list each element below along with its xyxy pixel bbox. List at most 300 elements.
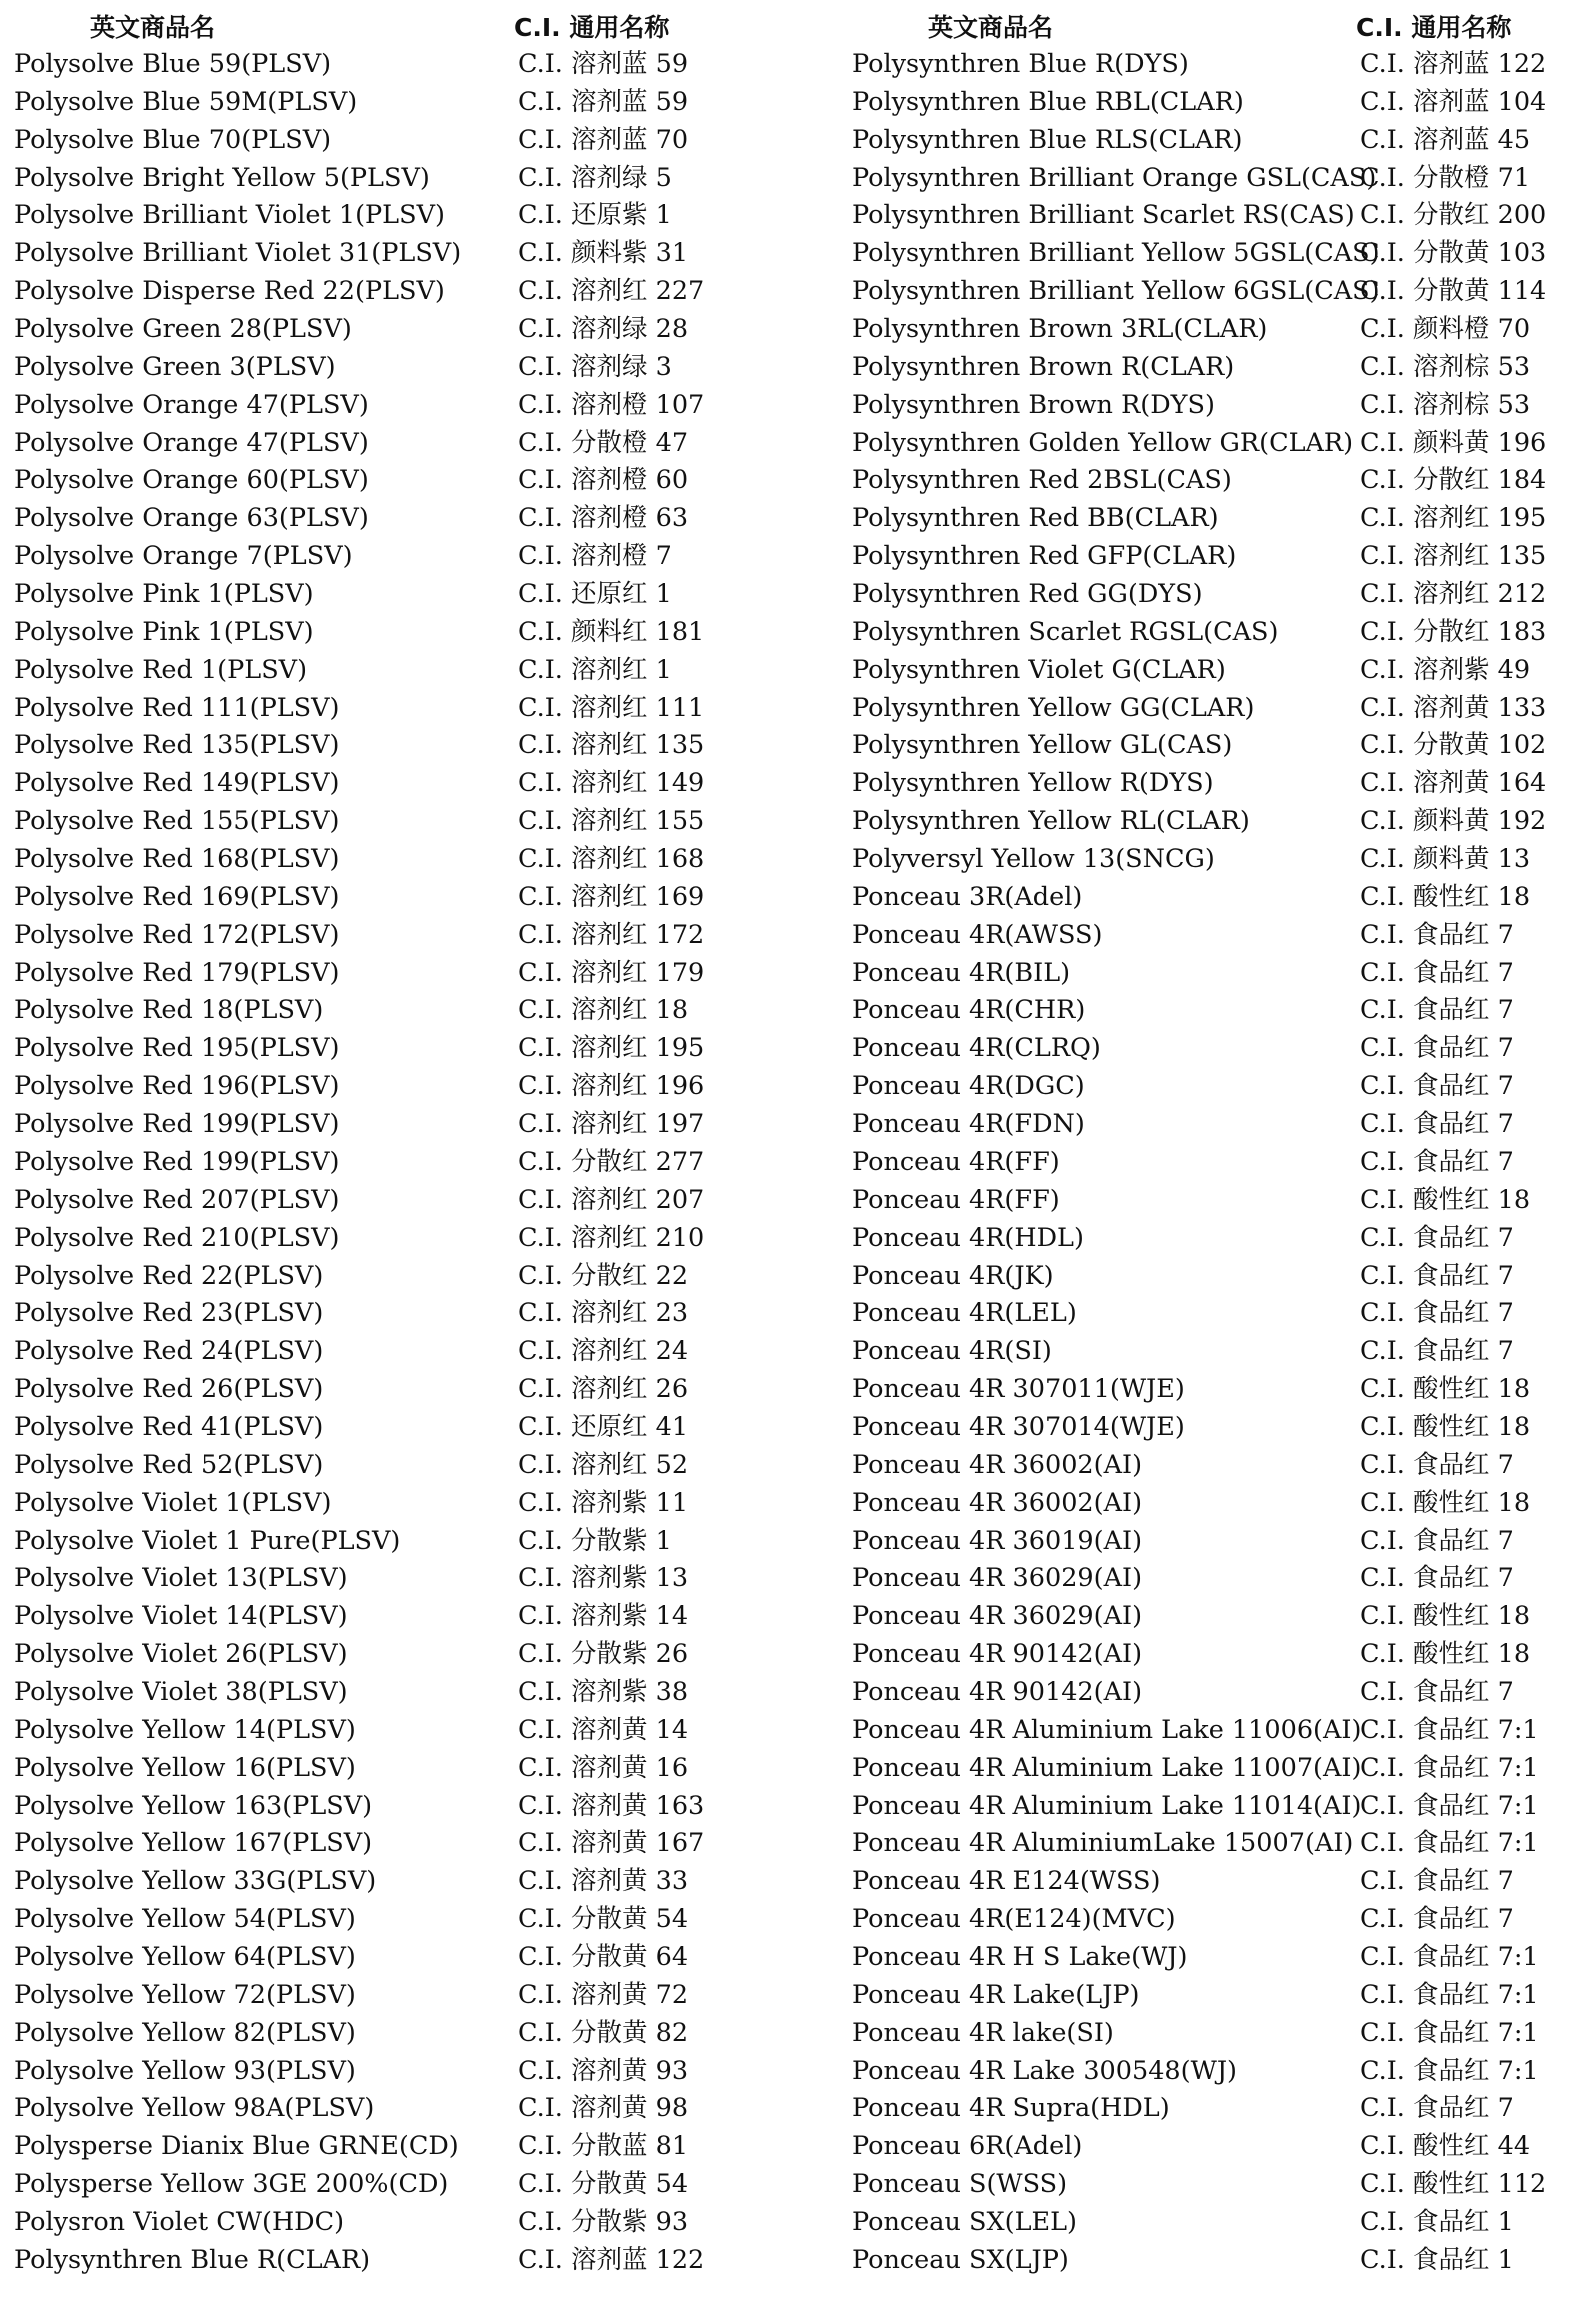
trade-name-cell: Polysolve Red 210(PLSV) bbox=[14, 1222, 340, 1253]
ci-name-cell: C.I. 溶剂红 26 bbox=[518, 1374, 689, 1405]
ci-name-cell: C.I. 食品红 7 bbox=[1360, 1336, 1514, 1367]
trade-name-cell: Ponceau 4R(FF) bbox=[852, 1184, 1060, 1215]
table-row bbox=[14, 765, 784, 803]
trade-name-cell: Polysolve Yellow 72(PLSV) bbox=[14, 1979, 356, 2010]
trade-name-cell: Ponceau 4R lake(SI) bbox=[852, 2017, 1114, 2048]
ci-name-cell: C.I. 分散紫 1 bbox=[518, 1525, 672, 1556]
table-row bbox=[852, 311, 1570, 349]
table-row bbox=[852, 1560, 1570, 1598]
ci-name-cell: C.I. 溶剂蓝 70 bbox=[518, 124, 689, 155]
ci-name-cell: C.I. 溶剂黄 133 bbox=[1360, 692, 1547, 723]
trade-name-cell: Polysolve Red 22(PLSV) bbox=[14, 1260, 324, 1291]
ci-name-cell: C.I. 溶剂紫 38 bbox=[518, 1676, 689, 1707]
table-row bbox=[14, 614, 784, 652]
table-row bbox=[14, 462, 784, 500]
table-row bbox=[852, 273, 1570, 311]
table-row bbox=[852, 1598, 1570, 1636]
trade-name-cell: Ponceau 4R Aluminium Lake 11014(AI) bbox=[852, 1790, 1362, 1821]
trade-name-cell: Polysolve Orange 60(PLSV) bbox=[14, 465, 369, 496]
ci-name-cell: C.I. 分散橙 47 bbox=[518, 427, 689, 458]
table-row bbox=[852, 1333, 1570, 1371]
table-row bbox=[14, 1977, 784, 2015]
ci-name-cell: C.I. 酸性红 112 bbox=[1360, 2169, 1547, 2200]
ci-name-cell: C.I. 分散红 22 bbox=[518, 1260, 689, 1291]
table-row bbox=[852, 1712, 1570, 1750]
ci-name-cell: C.I. 溶剂橙 7 bbox=[518, 541, 672, 572]
table-row bbox=[14, 46, 784, 84]
trade-name-cell: Ponceau 4R(FF) bbox=[852, 1146, 1060, 1177]
ci-name-cell: C.I. 分散黄 64 bbox=[518, 1941, 689, 1972]
table-row bbox=[14, 879, 784, 917]
ci-name-cell: C.I. 溶剂红 179 bbox=[518, 957, 705, 988]
trade-name-cell: Ponceau SX(LEL) bbox=[852, 2206, 1078, 2237]
ci-name-cell: C.I. 溶剂黄 163 bbox=[518, 1790, 705, 1821]
trade-name-cell: Polysolve Violet 14(PLSV) bbox=[14, 1601, 348, 1632]
ci-name-cell: C.I. 酸性红 18 bbox=[1360, 1411, 1531, 1442]
trade-name-cell: Ponceau 4R(FDN) bbox=[852, 1109, 1085, 1140]
table-row bbox=[14, 576, 784, 614]
table-row bbox=[14, 1485, 784, 1523]
table-row bbox=[14, 2166, 784, 2204]
table-row bbox=[852, 500, 1570, 538]
trade-name-cell: Polysynthren Blue R(DYS) bbox=[852, 49, 1189, 79]
table-row bbox=[14, 1030, 784, 1068]
trade-name-cell: Ponceau 4R Lake(LJP) bbox=[852, 1979, 1140, 2010]
trade-name-cell: Polysynthren Brown 3RL(CLAR) bbox=[852, 314, 1268, 345]
table-row bbox=[14, 1788, 784, 1826]
trade-name-cell: Ponceau SX(LJP) bbox=[852, 2244, 1069, 2275]
trade-name-cell: Ponceau 4R(LEL) bbox=[852, 1298, 1077, 1329]
table-row bbox=[14, 1106, 784, 1144]
ci-name-cell: C.I. 溶剂红 24 bbox=[518, 1336, 689, 1367]
trade-name-cell: Polysynthren Brilliant Yellow 5GSL(CAS) bbox=[852, 238, 1380, 269]
trade-name-cell: Polysolve Bright Yellow 5(PLSV) bbox=[14, 162, 430, 193]
trade-name-cell: Polysynthren Red 2BSL(CAS) bbox=[852, 465, 1232, 496]
trade-name-cell: Ponceau 4R(BIL) bbox=[852, 957, 1071, 988]
ci-name-cell: C.I. 食品红 7 bbox=[1360, 2093, 1514, 2124]
trade-name-cell: Polysolve Red 52(PLSV) bbox=[14, 1449, 324, 1480]
trade-name-cell: Polysolve Violet 38(PLSV) bbox=[14, 1676, 348, 1707]
table-row bbox=[14, 538, 784, 576]
trade-name-cell: Ponceau 3R(Adel) bbox=[852, 881, 1083, 912]
ci-name-cell: C.I. 颜料黄 192 bbox=[1360, 806, 1547, 837]
table-row bbox=[14, 273, 784, 311]
ci-name-cell: C.I. 溶剂棕 53 bbox=[1360, 389, 1531, 420]
trade-name-cell: Polysynthren Yellow GG(CLAR) bbox=[852, 692, 1255, 723]
trade-name-cell: Ponceau 4R(CLRQ) bbox=[852, 1033, 1101, 1064]
table-row bbox=[14, 235, 784, 273]
ci-name-cell: C.I. 颜料黄 196 bbox=[1360, 427, 1547, 458]
trade-name-cell: Polysynthren Yellow RL(CLAR) bbox=[852, 806, 1250, 837]
ci-name-cell: C.I. 溶剂红 195 bbox=[518, 1033, 705, 1064]
ci-name-cell: C.I. 溶剂橙 63 bbox=[518, 503, 689, 534]
trade-name-cell: Ponceau 4R H S Lake(WJ) bbox=[852, 1941, 1188, 1972]
ci-name-cell: C.I. 食品红 7 bbox=[1360, 1298, 1514, 1329]
trade-name-cell: Polysolve Red 18(PLSV) bbox=[14, 995, 324, 1026]
trade-name-cell: Polysolve Red 149(PLSV) bbox=[14, 768, 340, 799]
left-header-trade-name: 英文商品名 bbox=[90, 13, 216, 42]
trade-name-cell: Ponceau 4R Aluminium Lake 11007(AI) bbox=[852, 1752, 1362, 1783]
table-row bbox=[852, 1409, 1570, 1447]
ci-name-cell: C.I. 食品红 7 bbox=[1360, 1222, 1514, 1253]
trade-name-cell: Polysolve Violet 1 Pure(PLSV) bbox=[14, 1525, 401, 1556]
table-row bbox=[14, 1712, 784, 1750]
table-row bbox=[14, 311, 784, 349]
table-row bbox=[14, 2242, 784, 2280]
table-row bbox=[14, 2053, 784, 2091]
trade-name-cell: Polysolve Yellow 64(PLSV) bbox=[14, 1941, 356, 1972]
table-row bbox=[14, 1598, 784, 1636]
ci-name-cell: C.I. 溶剂红 23 bbox=[518, 1298, 689, 1329]
ci-name-cell: C.I. 还原红 41 bbox=[518, 1411, 689, 1442]
ci-name-cell: C.I. 分散红 184 bbox=[1360, 465, 1547, 496]
table-row bbox=[14, 1182, 784, 1220]
table-row bbox=[852, 2242, 1570, 2280]
table-row bbox=[14, 1750, 784, 1788]
ci-name-cell: C.I. 食品红 7 bbox=[1360, 1260, 1514, 1291]
table-row bbox=[14, 1825, 784, 1863]
ci-name-cell: C.I. 溶剂红 168 bbox=[518, 844, 705, 875]
trade-name-cell: Polysynthren Golden Yellow GR(CLAR) bbox=[852, 427, 1354, 458]
table-row bbox=[852, 2128, 1570, 2166]
trade-name-cell: Polysolve Yellow 167(PLSV) bbox=[14, 1828, 373, 1859]
table-row bbox=[14, 1863, 784, 1901]
trade-name-cell: Ponceau 4R(HDL) bbox=[852, 1222, 1084, 1253]
table-row bbox=[852, 841, 1570, 879]
trade-name-cell: Polysolve Violet 26(PLSV) bbox=[14, 1639, 348, 1670]
table-row bbox=[14, 917, 784, 955]
table-row bbox=[852, 1636, 1570, 1674]
ci-name-cell: C.I. 食品红 7:1 bbox=[1360, 1752, 1539, 1783]
table-row bbox=[852, 576, 1570, 614]
ci-name-cell: C.I. 溶剂橙 107 bbox=[518, 389, 705, 420]
table-row bbox=[14, 387, 784, 425]
trade-name-cell: Polysolve Brilliant Violet 1(PLSV) bbox=[14, 200, 445, 231]
trade-name-cell: Ponceau 4R AluminiumLake 15007(AI) bbox=[852, 1828, 1354, 1859]
table-row bbox=[852, 690, 1570, 728]
table-row bbox=[14, 1636, 784, 1674]
ci-name-cell: C.I. 溶剂绿 28 bbox=[518, 314, 689, 345]
trade-name-cell: Polysolve Orange 7(PLSV) bbox=[14, 541, 353, 572]
ci-name-cell: C.I. 食品红 1 bbox=[1360, 2206, 1514, 2237]
trade-name-cell: Ponceau 4R(CHR) bbox=[852, 995, 1086, 1026]
table-row bbox=[852, 652, 1570, 690]
trade-name-cell: Ponceau 4R 307011(WJE) bbox=[852, 1374, 1185, 1405]
trade-name-cell: Polyversyl Yellow 13(SNCG) bbox=[852, 844, 1215, 875]
table-row bbox=[14, 1258, 784, 1296]
trade-name-cell: Polysolve Red 199(PLSV) bbox=[14, 1109, 340, 1140]
ci-name-cell: C.I. 酸性红 18 bbox=[1360, 1374, 1531, 1405]
trade-name-cell: Ponceau 4R 36002(AI) bbox=[852, 1449, 1143, 1480]
ci-name-cell: C.I. 溶剂橙 60 bbox=[518, 465, 689, 496]
table-row bbox=[852, 1977, 1570, 2015]
ci-name-cell: C.I. 溶剂棕 53 bbox=[1360, 351, 1531, 382]
trade-name-cell: Polysolve Blue 59M(PLSV) bbox=[14, 86, 358, 117]
ci-name-cell: C.I. 酸性红 44 bbox=[1360, 2131, 1531, 2162]
table-row bbox=[14, 2128, 784, 2166]
trade-name-cell: Polysolve Orange 63(PLSV) bbox=[14, 503, 369, 534]
table-row bbox=[852, 1825, 1570, 1863]
left-column bbox=[14, 10, 784, 2280]
table-row bbox=[14, 1901, 784, 1939]
table-row bbox=[14, 690, 784, 728]
trade-name-cell: Polysynthren Blue R(CLAR) bbox=[14, 2244, 371, 2275]
trade-name-cell: Ponceau 4R 36029(AI) bbox=[852, 1563, 1143, 1594]
trade-name-cell: Polysolve Red 196(PLSV) bbox=[14, 1071, 340, 1102]
table-row bbox=[852, 1106, 1570, 1144]
trade-name-cell: Ponceau 4R(AWSS) bbox=[852, 919, 1103, 950]
ci-name-cell: C.I. 食品红 7:1 bbox=[1360, 2055, 1539, 2086]
ci-name-cell: C.I. 还原紫 1 bbox=[518, 200, 672, 231]
right-header-row bbox=[852, 10, 1570, 46]
ci-name-cell: C.I. 分散紫 93 bbox=[518, 2206, 689, 2237]
table-row bbox=[14, 1068, 784, 1106]
ci-name-cell: C.I. 还原红 1 bbox=[518, 579, 672, 610]
trade-name-cell: Polysolve Yellow 163(PLSV) bbox=[14, 1790, 373, 1821]
ci-name-cell: C.I. 颜料红 181 bbox=[518, 616, 705, 647]
trade-name-cell: Ponceau 4R 90142(AI) bbox=[852, 1639, 1143, 1670]
trade-name-cell: Polysynthren Yellow GL(CAS) bbox=[852, 730, 1233, 761]
trade-name-cell: Polysolve Yellow 16(PLSV) bbox=[14, 1752, 356, 1783]
table-row bbox=[852, 1863, 1570, 1901]
ci-name-cell: C.I. 酸性红 18 bbox=[1360, 881, 1531, 912]
ci-name-cell: C.I. 溶剂蓝 104 bbox=[1360, 86, 1547, 117]
trade-name-cell: Polysynthren Blue RLS(CLAR) bbox=[852, 124, 1243, 155]
table-row bbox=[14, 803, 784, 841]
trade-name-cell: Polysperse Yellow 3GE 200%(CD) bbox=[14, 2169, 449, 2200]
table-row bbox=[14, 160, 784, 198]
ci-name-cell: C.I. 颜料紫 31 bbox=[518, 238, 689, 269]
trade-name-cell: Polysolve Red 26(PLSV) bbox=[14, 1374, 324, 1405]
ci-name-cell: C.I. 溶剂红 195 bbox=[1360, 503, 1547, 534]
trade-name-cell: Ponceau 4R 36029(AI) bbox=[852, 1601, 1143, 1632]
table-row bbox=[852, 917, 1570, 955]
trade-name-cell: Polysolve Red 195(PLSV) bbox=[14, 1033, 340, 1064]
trade-name-cell: Ponceau 4R(JK) bbox=[852, 1260, 1054, 1291]
table-row bbox=[852, 1030, 1570, 1068]
ci-name-cell: C.I. 溶剂蓝 122 bbox=[518, 2244, 705, 2275]
trade-name-cell: Polysolve Orange 47(PLSV) bbox=[14, 389, 369, 420]
ci-name-cell: C.I. 溶剂红 18 bbox=[518, 995, 689, 1026]
table-row bbox=[852, 2090, 1570, 2128]
table-row bbox=[14, 2015, 784, 2053]
table-row bbox=[852, 349, 1570, 387]
table-row bbox=[852, 84, 1570, 122]
trade-name-cell: Ponceau 4R 307014(WJE) bbox=[852, 1411, 1185, 1442]
ci-name-cell: C.I. 溶剂黄 167 bbox=[518, 1828, 705, 1859]
table-row bbox=[852, 2015, 1570, 2053]
ci-name-cell: C.I. 分散紫 26 bbox=[518, 1639, 689, 1670]
table-row bbox=[14, 727, 784, 765]
ci-name-cell: C.I. 溶剂紫 11 bbox=[518, 1487, 689, 1518]
ci-name-cell: C.I. 溶剂红 210 bbox=[518, 1222, 705, 1253]
ci-name-cell: C.I. 食品红 7:1 bbox=[1360, 1828, 1539, 1859]
trade-name-cell: Ponceau S(WSS) bbox=[852, 2169, 1068, 2200]
ci-name-cell: C.I. 分散红 277 bbox=[518, 1146, 705, 1177]
ci-name-cell: C.I. 溶剂黄 98 bbox=[518, 2093, 689, 2124]
table-row bbox=[852, 1068, 1570, 1106]
table-row bbox=[852, 992, 1570, 1030]
table-row bbox=[852, 1220, 1570, 1258]
trade-name-cell: Polysolve Yellow 82(PLSV) bbox=[14, 2017, 356, 2048]
table-row bbox=[852, 2204, 1570, 2242]
table-row bbox=[852, 235, 1570, 273]
table-row bbox=[852, 1788, 1570, 1826]
table-row bbox=[14, 197, 784, 235]
trade-name-cell: Polysynthren Brown R(DYS) bbox=[852, 389, 1215, 420]
left-header-row bbox=[14, 10, 784, 46]
table-row bbox=[852, 1750, 1570, 1788]
table-row bbox=[852, 1485, 1570, 1523]
trade-name-cell: Ponceau 4R 90142(AI) bbox=[852, 1676, 1143, 1707]
ci-name-cell: C.I. 食品红 7 bbox=[1360, 995, 1514, 1026]
trade-name-cell: Ponceau 4R(DGC) bbox=[852, 1071, 1085, 1102]
table-row bbox=[14, 1409, 784, 1447]
ci-name-cell: C.I. 食品红 7:1 bbox=[1360, 1979, 1539, 2010]
ci-name-cell: C.I. 溶剂黄 93 bbox=[518, 2055, 689, 2086]
table-row bbox=[14, 1674, 784, 1712]
table-row bbox=[14, 955, 784, 993]
table-row bbox=[852, 46, 1570, 84]
trade-name-cell: Polysolve Red 179(PLSV) bbox=[14, 957, 340, 988]
ci-name-cell: C.I. 溶剂红 207 bbox=[518, 1184, 705, 1215]
ci-name-cell: C.I. 溶剂红 1 bbox=[518, 654, 672, 685]
trade-name-cell: Polysolve Red 135(PLSV) bbox=[14, 730, 340, 761]
ci-name-cell: C.I. 食品红 7 bbox=[1360, 1676, 1514, 1707]
ci-name-cell: C.I. 分散黄 54 bbox=[518, 1904, 689, 1935]
trade-name-cell: Ponceau 4R Lake 300548(WJ) bbox=[852, 2055, 1237, 2086]
right-header-ci-name: C.I. 通用名称 bbox=[1356, 13, 1512, 42]
trade-name-cell: Polysolve Green 28(PLSV) bbox=[14, 314, 352, 345]
table-row bbox=[14, 425, 784, 463]
trade-name-cell: Polysolve Green 3(PLSV) bbox=[14, 351, 336, 382]
ci-name-cell: C.I. 食品红 7 bbox=[1360, 1525, 1514, 1556]
ci-name-cell: C.I. 食品红 7 bbox=[1360, 1904, 1514, 1935]
trade-name-cell: Ponceau 4R Supra(HDL) bbox=[852, 2093, 1170, 2124]
trade-name-cell: Polysolve Yellow 93(PLSV) bbox=[14, 2055, 356, 2086]
left-header-ci-name: C.I. 通用名称 bbox=[514, 13, 670, 42]
ci-name-cell: C.I. 酸性红 18 bbox=[1360, 1487, 1531, 1518]
right-header-trade-name: 英文商品名 bbox=[928, 13, 1054, 42]
table-row bbox=[852, 1523, 1570, 1561]
ci-name-cell: C.I. 溶剂红 196 bbox=[518, 1071, 705, 1102]
ci-name-cell: C.I. 食品红 7 bbox=[1360, 1109, 1514, 1140]
ci-name-cell: C.I. 颜料橙 70 bbox=[1360, 314, 1531, 345]
ci-name-cell: C.I. 溶剂蓝 59 bbox=[518, 86, 689, 117]
trade-name-cell: Polysolve Brilliant Violet 31(PLSV) bbox=[14, 238, 462, 269]
table-row bbox=[852, 2166, 1570, 2204]
ci-name-cell: C.I. 酸性红 18 bbox=[1360, 1184, 1531, 1215]
trade-name-cell: Polysolve Pink 1(PLSV) bbox=[14, 579, 314, 610]
ci-name-cell: C.I. 溶剂红 169 bbox=[518, 881, 705, 912]
ci-name-cell: C.I. 分散红 183 bbox=[1360, 616, 1547, 647]
ci-name-cell: C.I. 溶剂黄 164 bbox=[1360, 768, 1547, 799]
ci-name-cell: C.I. 溶剂红 52 bbox=[518, 1449, 689, 1480]
table-row bbox=[852, 122, 1570, 160]
table-row bbox=[14, 1220, 784, 1258]
table-row bbox=[14, 1939, 784, 1977]
trade-name-cell: Polysynthren Blue RBL(CLAR) bbox=[852, 86, 1244, 117]
table-row bbox=[852, 879, 1570, 917]
trade-name-cell: Polysolve Yellow 33G(PLSV) bbox=[14, 1866, 377, 1897]
table-row bbox=[852, 1674, 1570, 1712]
trade-name-cell: Polysolve Red 111(PLSV) bbox=[14, 692, 340, 723]
ci-name-cell: C.I. 溶剂黄 16 bbox=[518, 1752, 689, 1783]
right-column bbox=[852, 10, 1570, 2280]
trade-name-cell: Polysynthren Brilliant Scarlet RS(CAS) bbox=[852, 200, 1355, 231]
ci-name-cell: C.I. 分散黄 114 bbox=[1360, 276, 1547, 307]
ci-name-cell: C.I. 食品红 7:1 bbox=[1360, 1714, 1539, 1745]
ci-name-cell: C.I. 溶剂红 172 bbox=[518, 919, 705, 950]
table-row bbox=[852, 2053, 1570, 2091]
table-row bbox=[14, 1144, 784, 1182]
ci-name-cell: C.I. 酸性红 18 bbox=[1360, 1601, 1531, 1632]
ci-name-cell: C.I. 分散黄 54 bbox=[518, 2169, 689, 2200]
ci-name-cell: C.I. 溶剂红 155 bbox=[518, 806, 705, 837]
ci-name-cell: C.I. 溶剂黄 33 bbox=[518, 1866, 689, 1897]
ci-name-cell: C.I. 分散黄 103 bbox=[1360, 238, 1547, 269]
table-row bbox=[14, 1523, 784, 1561]
ci-name-cell: C.I. 溶剂红 135 bbox=[1360, 541, 1547, 572]
ci-name-cell: C.I. 食品红 7:1 bbox=[1360, 1941, 1539, 1972]
trade-name-cell: Ponceau 6R(Adel) bbox=[852, 2131, 1083, 2162]
ci-name-cell: C.I. 溶剂红 227 bbox=[518, 276, 705, 307]
table-row bbox=[852, 803, 1570, 841]
table-row bbox=[852, 1144, 1570, 1182]
ci-name-cell: C.I. 溶剂红 111 bbox=[518, 692, 705, 723]
left-rows bbox=[14, 46, 784, 2280]
ci-name-cell: C.I. 溶剂紫 49 bbox=[1360, 654, 1531, 685]
table-row bbox=[852, 955, 1570, 993]
trade-name-cell: Polysynthren Yellow R(DYS) bbox=[852, 768, 1214, 799]
trade-name-cell: Polysolve Yellow 54(PLSV) bbox=[14, 1904, 356, 1935]
trade-name-cell: Polysolve Red 169(PLSV) bbox=[14, 881, 340, 912]
ci-name-cell: C.I. 溶剂紫 13 bbox=[518, 1563, 689, 1594]
trade-name-cell: Polysolve Orange 47(PLSV) bbox=[14, 427, 369, 458]
ci-name-cell: C.I. 食品红 7 bbox=[1360, 1071, 1514, 1102]
ci-name-cell: C.I. 分散黄 82 bbox=[518, 2017, 689, 2048]
ci-name-cell: C.I. 溶剂红 212 bbox=[1360, 579, 1547, 610]
table-row bbox=[852, 614, 1570, 652]
ci-name-cell: C.I. 溶剂红 135 bbox=[518, 730, 705, 761]
table-row bbox=[852, 765, 1570, 803]
ci-name-cell: C.I. 颜料黄 13 bbox=[1360, 844, 1531, 875]
table-row bbox=[14, 500, 784, 538]
trade-name-cell: Polysynthren Brilliant Yellow 6GSL(CAS) bbox=[852, 276, 1380, 307]
ci-name-cell: C.I. 分散橙 71 bbox=[1360, 162, 1531, 193]
trade-name-cell: Polysolve Yellow 14(PLSV) bbox=[14, 1714, 356, 1745]
ci-name-cell: C.I. 溶剂黄 72 bbox=[518, 1979, 689, 2010]
ci-name-cell: C.I. 食品红 7:1 bbox=[1360, 1790, 1539, 1821]
trade-name-cell: Ponceau 4R Aluminium Lake 11006(AI) bbox=[852, 1714, 1362, 1745]
trade-name-cell: Polysolve Red 24(PLSV) bbox=[14, 1336, 324, 1367]
table-row bbox=[852, 387, 1570, 425]
ci-name-cell: C.I. 溶剂蓝 45 bbox=[1360, 124, 1531, 155]
table-row bbox=[14, 1447, 784, 1485]
ci-name-cell: C.I. 溶剂红 197 bbox=[518, 1109, 705, 1140]
ci-name-cell: C.I. 溶剂黄 14 bbox=[518, 1714, 689, 1745]
trade-name-cell: Polysolve Yellow 98A(PLSV) bbox=[14, 2093, 375, 2124]
trade-name-cell: Polysynthren Red GFP(CLAR) bbox=[852, 541, 1237, 572]
trade-name-cell: Polysynthren Violet G(CLAR) bbox=[852, 654, 1226, 685]
trade-name-cell: Ponceau 4R 36002(AI) bbox=[852, 1487, 1143, 1518]
table-row bbox=[852, 1258, 1570, 1296]
table-row bbox=[852, 1295, 1570, 1333]
trade-name-cell: Polysolve Violet 1(PLSV) bbox=[14, 1487, 332, 1518]
trade-name-cell: Polysynthren Brown R(CLAR) bbox=[852, 351, 1235, 382]
ci-name-cell: C.I. 溶剂绿 3 bbox=[518, 351, 672, 382]
ci-name-cell: C.I. 食品红 7 bbox=[1360, 919, 1514, 950]
